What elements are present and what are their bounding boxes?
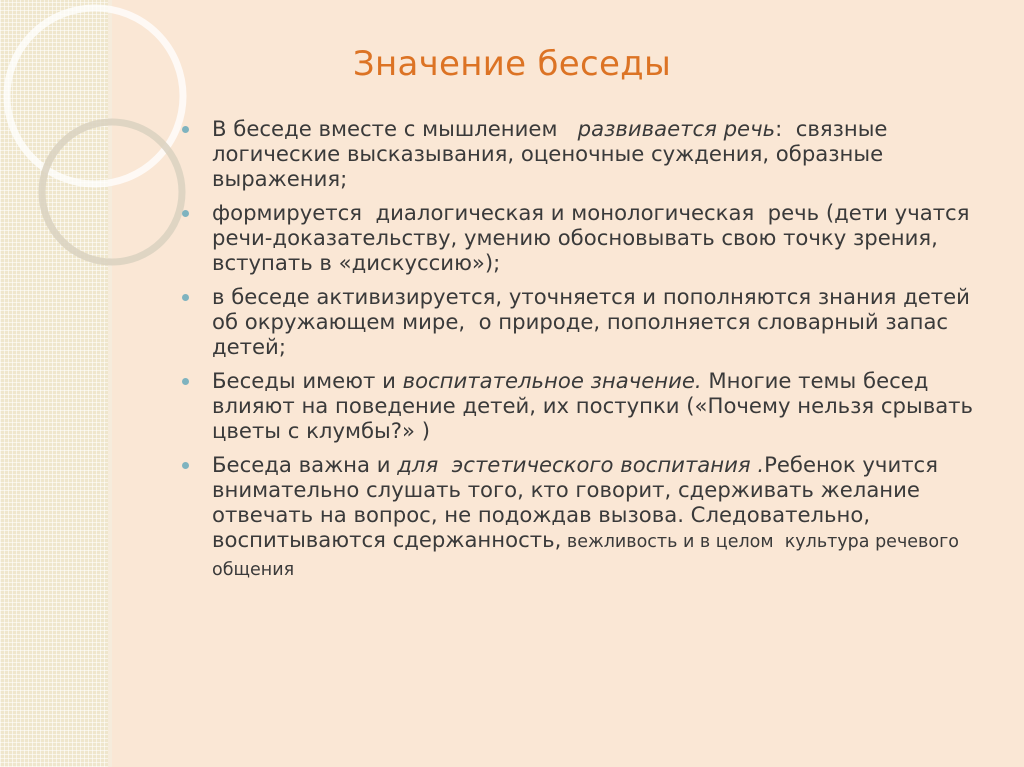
bullet-text-segment: для эстетического воспитания .	[397, 452, 765, 477]
bullet-text-segment: воспитательное значение.	[402, 368, 702, 393]
bullet-text-segment: Беседы имеют и	[212, 368, 403, 393]
bullet-text-segment: в беседе активизируется, уточняется и пополняются знания детей об окружающем мире, о природе, пополняется словарный запас детей;	[212, 284, 977, 359]
bullet-text-segment: В беседе вместе с мышлением	[212, 116, 578, 141]
bullet-dot-icon	[182, 126, 189, 133]
decorative-ring-small	[42, 122, 182, 262]
bullet-item	[178, 284, 978, 359]
bullet-item	[178, 116, 978, 191]
slide-title: Значение беседы	[352, 44, 672, 84]
bullet-text-segment: формируется диалогическая и монологическая речь (дети учатся речи-доказательству, умению обосновывать свою точку зрения, вступать в «дискуссию»);	[212, 200, 977, 275]
bullet-text-segment: Беседа важна и	[212, 452, 398, 477]
bullet-text-segment: : связные логические высказывания, оценочные суждения, образные выражения;	[212, 116, 895, 191]
bullet-text-segment: развивается речь	[577, 116, 776, 141]
bullet-dot-icon	[182, 294, 189, 301]
bullet-text-segment: Ребенок учится внимательно слушать того, кто говорит, сдерживать желание отвечать на вопрос, не подождав вызова. Следовательно, воспитываются сдержанность,	[212, 452, 945, 552]
bullet-dot-icon	[182, 462, 189, 469]
bullet-dot-icon	[182, 210, 189, 217]
bullet-item	[178, 200, 978, 275]
decorative-ring-large	[7, 8, 183, 184]
bullet-dot-icon	[182, 378, 189, 385]
bullet-item	[178, 452, 978, 583]
bullet-item	[178, 368, 978, 443]
bullet-list	[178, 116, 978, 592]
bullet-text-segment: вежливость и в целом культура речевого общения	[212, 532, 965, 580]
bullet-text-segment: Многие темы бесед влияют на поведение детей, их поступки («Почему нельзя срывать цветы с клумбы?» )	[212, 368, 980, 443]
